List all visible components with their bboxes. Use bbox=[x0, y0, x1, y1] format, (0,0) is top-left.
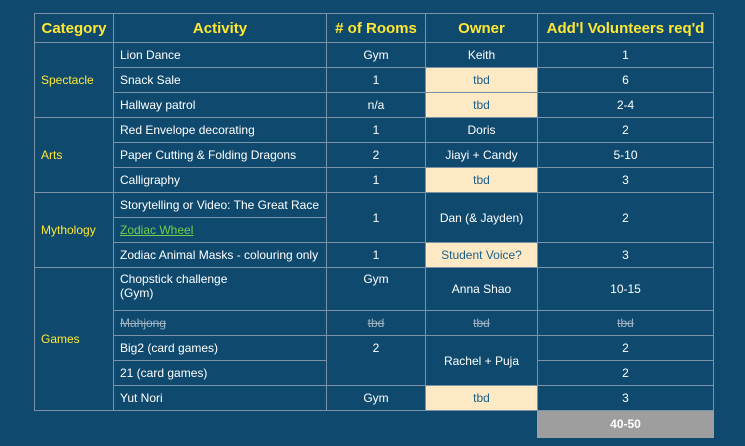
rooms-cell: 2 bbox=[327, 143, 426, 168]
owner-cell-highlight: Student Voice? bbox=[426, 243, 538, 268]
volunteers-cell: 5-10 bbox=[538, 143, 714, 168]
table-row bbox=[35, 168, 714, 193]
header-activity: Activity bbox=[114, 14, 327, 43]
rooms-cell: 1 bbox=[327, 118, 426, 143]
table-row bbox=[35, 118, 714, 143]
table-row bbox=[35, 311, 714, 336]
activity-cell: Snack Sale bbox=[114, 68, 327, 93]
activity-cell: Lion Dance bbox=[114, 43, 327, 68]
volunteer-table bbox=[34, 13, 714, 438]
volunteers-cell bbox=[538, 311, 714, 336]
table-row bbox=[35, 143, 714, 168]
owner-cell-tbd: tbd bbox=[426, 93, 538, 118]
table-row bbox=[35, 43, 714, 68]
header-category: Category bbox=[35, 14, 114, 43]
activity-cell: Zodiac Animal Masks - colouring only bbox=[114, 243, 327, 268]
activity-cell: Yut Nori bbox=[114, 386, 327, 411]
activity-cell bbox=[114, 218, 327, 243]
category-arts: Arts bbox=[35, 118, 114, 193]
empty-cell bbox=[327, 411, 426, 438]
empty-cell bbox=[426, 411, 538, 438]
volunteers-cell: 3 bbox=[538, 243, 714, 268]
volunteers-cell: 3 bbox=[538, 386, 714, 411]
activity-line: Chopstick challenge bbox=[120, 272, 228, 286]
volunteers-cell: 2 bbox=[538, 193, 714, 243]
rooms-cell: n/a bbox=[327, 93, 426, 118]
owner-cell: Anna Shao bbox=[426, 268, 538, 311]
activity-cell: 21 (card games) bbox=[114, 361, 327, 386]
volunteers-cell: 2 bbox=[538, 336, 714, 361]
rooms-cell bbox=[327, 311, 426, 336]
owner-cell: Doris bbox=[426, 118, 538, 143]
table-row bbox=[35, 386, 714, 411]
owner-cell-tbd: tbd bbox=[426, 68, 538, 93]
category-games: Games bbox=[35, 268, 114, 411]
rooms-cell: Gym bbox=[327, 268, 426, 311]
rooms-cell: 1 bbox=[327, 243, 426, 268]
owner-cell-tbd: tbd bbox=[426, 168, 538, 193]
activity-cell: Red Envelope decorating bbox=[114, 118, 327, 143]
volunteers-cell: 2-4 bbox=[538, 93, 714, 118]
activity-line: (Gym) bbox=[120, 286, 154, 300]
strikethrough-text: tbd bbox=[473, 316, 490, 330]
total-row bbox=[35, 411, 714, 438]
strikethrough-text: tbd bbox=[617, 316, 634, 330]
table-row bbox=[35, 336, 714, 361]
strikethrough-text: Mahjong bbox=[120, 316, 167, 330]
rooms-cell: 1 bbox=[327, 193, 426, 243]
header-owner: Owner bbox=[426, 14, 538, 43]
rooms-cell: 1 bbox=[327, 68, 426, 93]
header-volunteers: Add'l Volunteers req'd bbox=[538, 14, 714, 43]
volunteers-cell: 3 bbox=[538, 168, 714, 193]
rooms-cell: Gym bbox=[327, 43, 426, 68]
rooms-cell: Gym bbox=[327, 386, 426, 411]
header-rooms: # of Rooms bbox=[327, 14, 426, 43]
category-mythology: Mythology bbox=[35, 193, 114, 268]
owner-cell-tbd: tbd bbox=[426, 386, 538, 411]
header-row bbox=[35, 14, 714, 43]
activity-cell: Hallway patrol bbox=[114, 93, 327, 118]
table-row bbox=[35, 68, 714, 93]
owner-cell: Dan (& Jayden) bbox=[426, 193, 538, 243]
activity-cell: Big2 (card games) bbox=[114, 336, 327, 361]
owner-cell: Jiayi + Candy bbox=[426, 143, 538, 168]
owner-cell bbox=[426, 311, 538, 336]
zodiac-wheel-link[interactable]: Zodiac Wheel bbox=[120, 223, 194, 237]
activity-cell: Calligraphy bbox=[114, 168, 327, 193]
volunteers-cell: 2 bbox=[538, 361, 714, 386]
activity-cell: Paper Cutting & Folding Dragons bbox=[114, 143, 327, 168]
volunteers-cell: 6 bbox=[538, 68, 714, 93]
table-row bbox=[35, 243, 714, 268]
activity-cell bbox=[114, 311, 327, 336]
strikethrough-text: tbd bbox=[367, 316, 385, 330]
owner-cell: Keith bbox=[426, 43, 538, 68]
category-spectacle: Spectacle bbox=[35, 43, 114, 118]
empty-cell bbox=[114, 411, 327, 438]
volunteers-cell: 1 bbox=[538, 43, 714, 68]
empty-cell bbox=[35, 411, 114, 438]
volunteer-table-container bbox=[34, 13, 714, 438]
owner-cell: Rachel + Puja bbox=[426, 336, 538, 386]
table-row bbox=[35, 193, 714, 218]
rooms-cell: 2 bbox=[327, 336, 426, 386]
volunteers-cell: 10-15 bbox=[538, 268, 714, 311]
activity-cell: Storytelling or Video: The Great Race bbox=[114, 193, 327, 218]
volunteers-cell: 2 bbox=[538, 118, 714, 143]
total-volunteers: 40-50 bbox=[538, 411, 714, 438]
table-row bbox=[35, 93, 714, 118]
rooms-cell: 1 bbox=[327, 168, 426, 193]
table-row bbox=[35, 268, 714, 311]
activity-cell bbox=[114, 268, 327, 311]
